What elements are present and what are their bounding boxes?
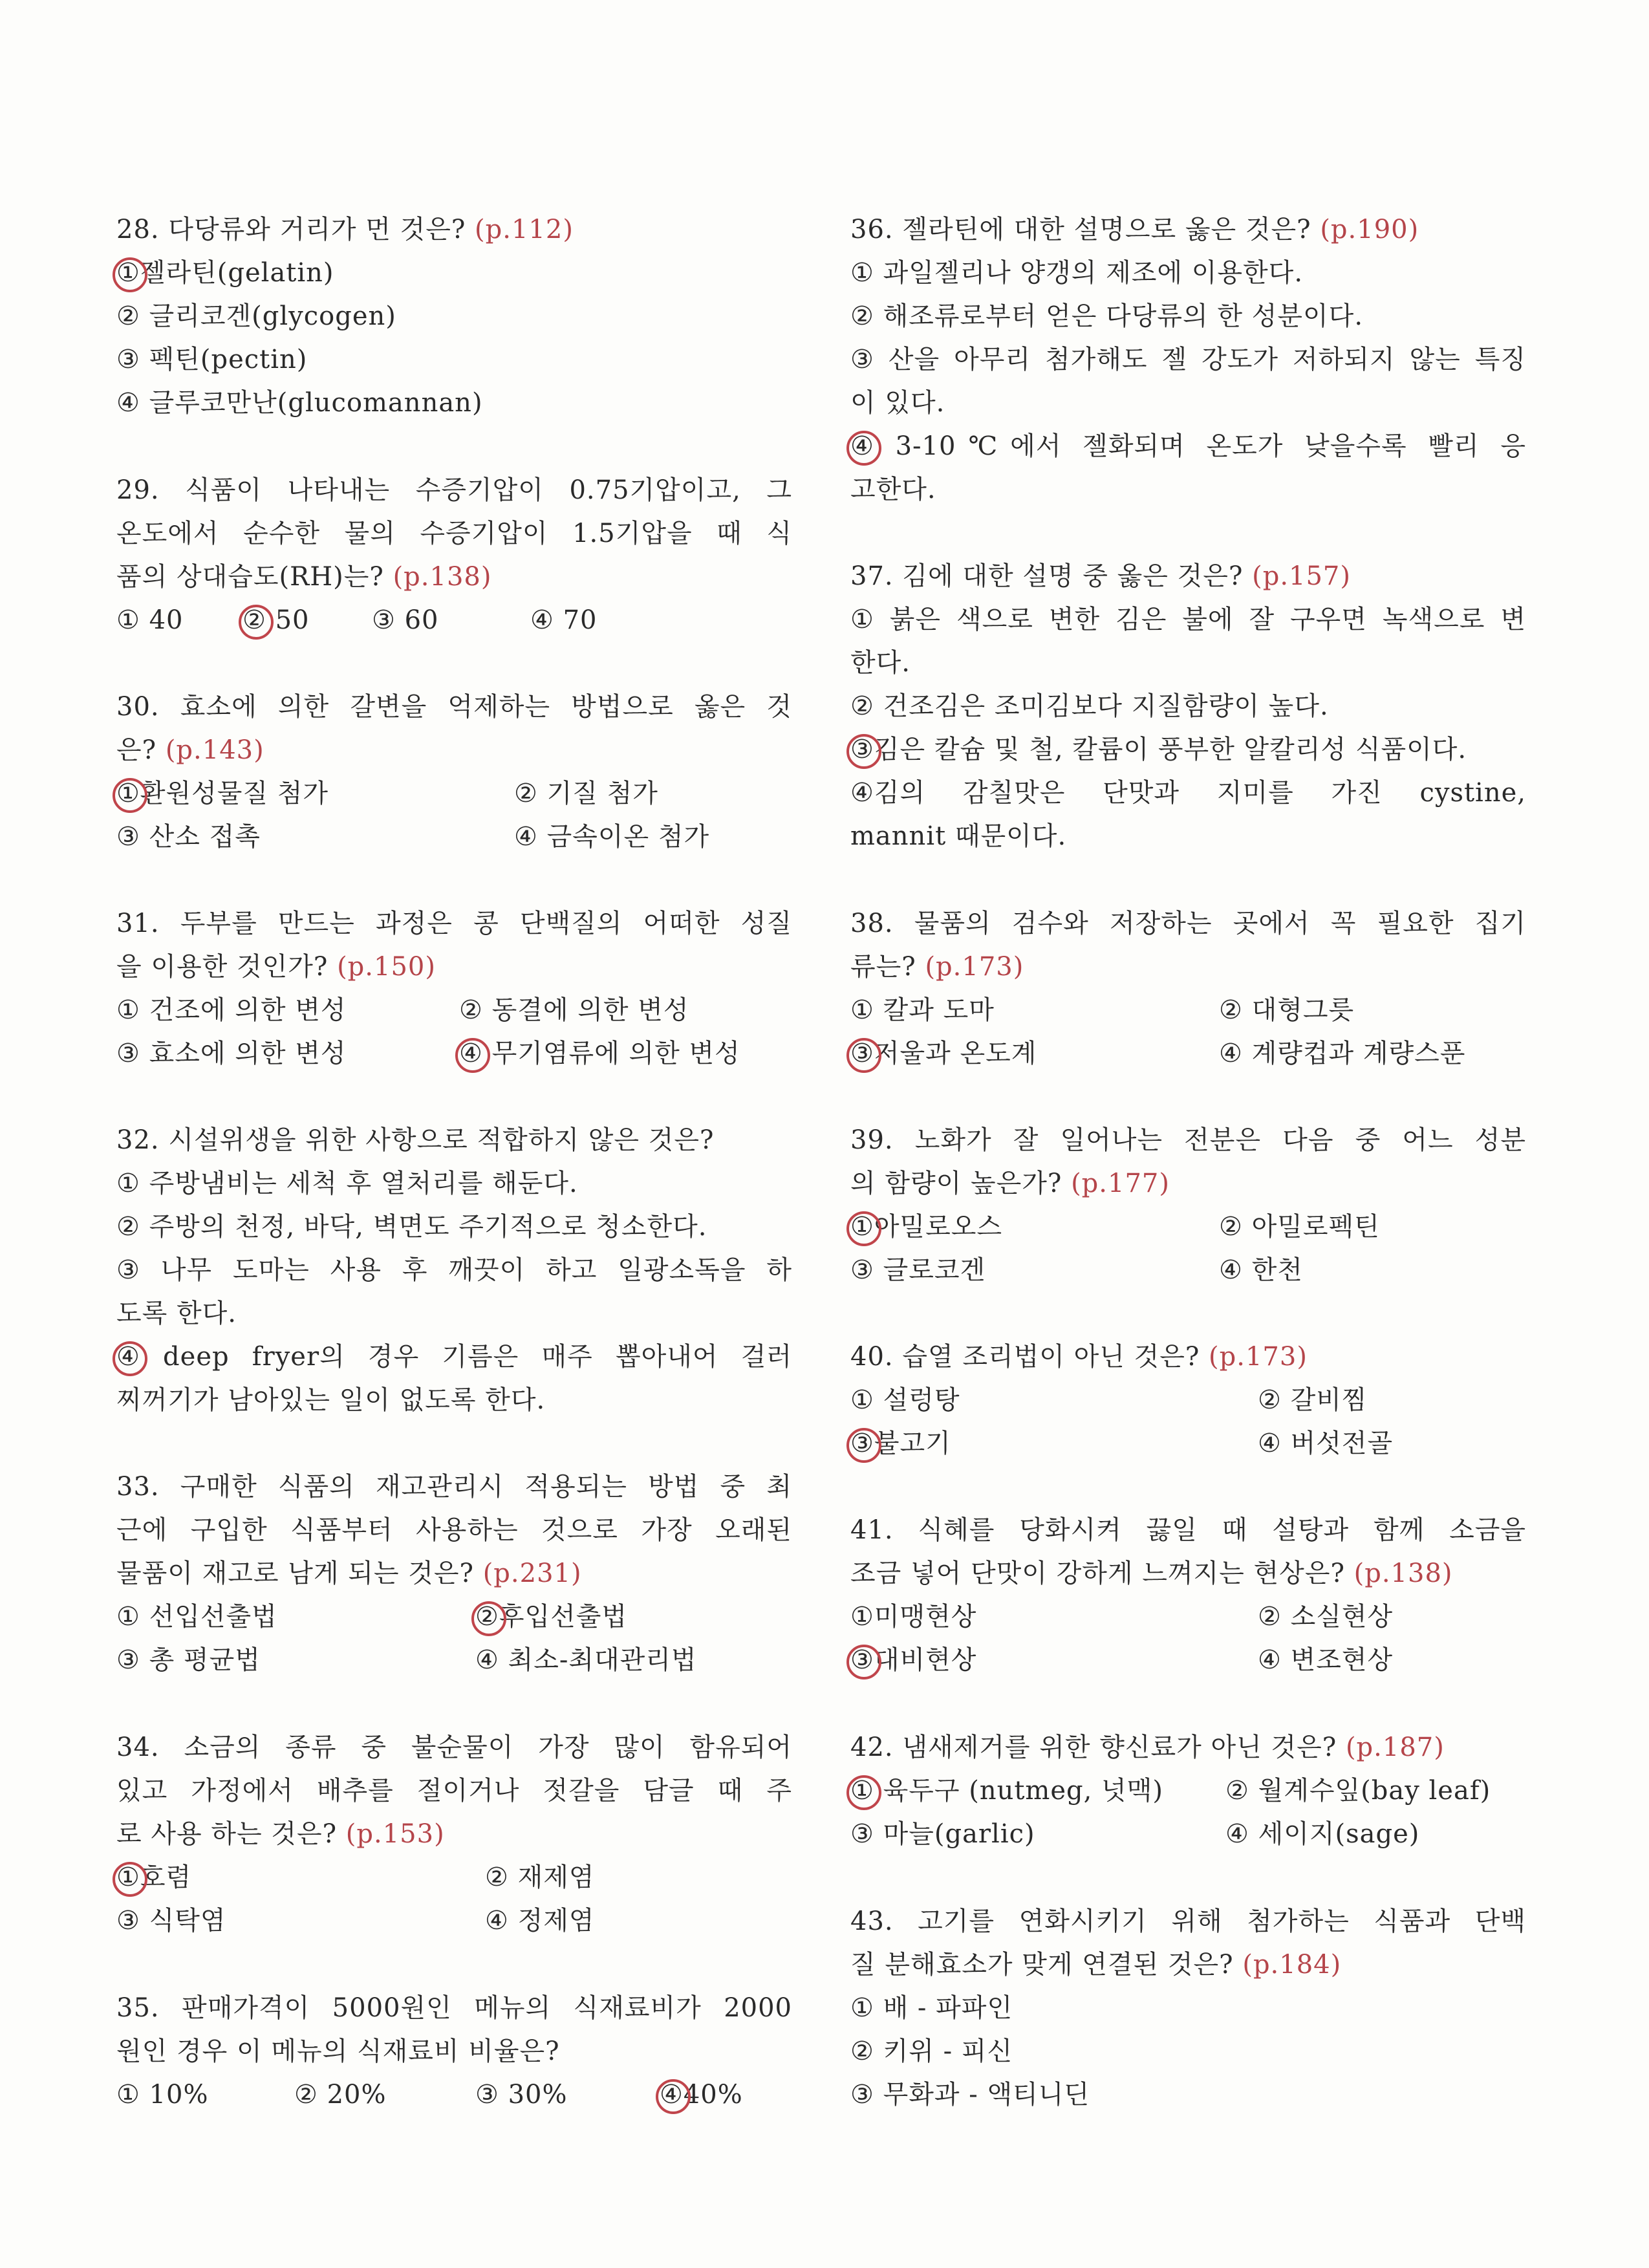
option-4[interactable]: ④김의 감칠맛은 단맛과 지미를 가진 cystine, (850, 778, 1526, 808)
option-4[interactable]: ④ 3-10℃에서 젤화되며 온도가 낮을수록 빨리 응 (850, 425, 1526, 468)
options-row (850, 1595, 1526, 1639)
option-3[interactable]: ③대비현상 (850, 1639, 976, 1682)
option-2[interactable]: ② 재제염 (485, 1863, 595, 1892)
option-4[interactable]: ④40% (660, 2073, 743, 2117)
option-2[interactable]: ② 주방의 천정, 바닥, 벽면도 주기적으로 청소한다. (116, 1212, 707, 1242)
option-1[interactable]: ① 칼과 도마 (850, 995, 995, 1025)
option-4[interactable]: ④ 변조현상 (1258, 1645, 1394, 1675)
question-text: 근에 구입한 식품부터 사용하는 것으로 가장 오래된 (116, 1515, 792, 1545)
options-row (850, 1032, 1526, 1075)
option-3[interactable]: ③저울과 온도계 (850, 1032, 1037, 1075)
options-row (116, 989, 792, 1032)
option-1[interactable]: ① 육두구 (nutmeg, 넛맥) (850, 1769, 1163, 1813)
option-1[interactable]: ① 10% (116, 2080, 209, 2110)
option-3[interactable]: ③ 나무 도마는 사용 후 깨끗이 하고 일광소독을 하 (116, 1255, 792, 1285)
option-3[interactable]: ③ 산을 아무리 첨가해도 젤 강도가 저하되지 않는 특징 (850, 345, 1526, 374)
option-1[interactable]: ① 40 (116, 605, 184, 635)
question-text: 물품이 재고로 남게 되는 것은? (p.231) (116, 1559, 582, 1588)
question-text: 28. 다당류와 거리가 먼 것은? (p.112) (116, 215, 574, 244)
option-2[interactable]: ② 대형그릇 (1219, 995, 1355, 1025)
option-2[interactable]: ② 월계수잎(bay leaf) (1225, 1776, 1491, 1806)
question-text: 34. 소금의 종류 중 불순물이 가장 많이 함유되어 (116, 1733, 792, 1762)
option-1[interactable]: ①미맹현상 (850, 1602, 977, 1632)
option-1[interactable]: ① 배 - 파파인 (850, 1993, 1013, 2023)
question-text: 온도에서 순수한 물의 수증기압이 1.5기압을 때 식 (116, 519, 792, 548)
option-3[interactable]: ③ 60 (372, 605, 439, 635)
option-1[interactable]: ①환원성물질 첨가 (116, 772, 329, 815)
question-text: 41. 식혜를 당화시켜 끓일 때 설탕과 함께 소금을 (850, 1515, 1526, 1545)
option-4-continued: mannit 때문이다. (850, 821, 1067, 851)
option-3[interactable]: ③ 마늘(garlic) (850, 1819, 1035, 1849)
option-2[interactable]: ②후입선출법 (475, 1595, 627, 1639)
options-row (850, 1205, 1526, 1249)
question-text: 품의 상대습도(RH)는? (p.138) (116, 562, 492, 592)
option-2[interactable]: ② 20% (294, 2080, 387, 2110)
option-3[interactable]: ③ 효소에 의한 변성 (116, 1039, 347, 1068)
options-row (850, 1639, 1526, 1682)
option-1[interactable]: ① 선입선출법 (116, 1602, 277, 1632)
option-4[interactable]: ④ 글루코만난(glucomannan) (116, 388, 483, 418)
option-2[interactable]: ② 기질 첨가 (514, 779, 658, 808)
question-text: 조금 넣어 단맛이 강하게 느껴지는 현상은? (p.138) (850, 1559, 1453, 1588)
option-4-continued: 찌꺼기가 남아있는 일이 없도록 한다. (116, 1385, 546, 1415)
option-2[interactable]: ② 건조김은 조미김보다 지질함량이 높다. (850, 691, 1329, 721)
options-row (850, 1422, 1526, 1465)
option-1-continued: 한다. (850, 648, 911, 678)
options-row (850, 1813, 1526, 1856)
option-4[interactable]: ④ 최소-최대관리법 (475, 1645, 697, 1675)
question-text: 38. 물품의 검수와 저장하는 곳에서 꼭 필요한 집기 (850, 909, 1526, 938)
option-4-continued: 고한다. (850, 475, 936, 504)
question-text: 33. 구매한 식품의 재고관리시 적용되는 방법 중 최 (116, 1472, 792, 1502)
question-text: 37. 김에 대한 설명 중 옳은 것은? (p.157) (850, 561, 1351, 591)
option-2[interactable]: ② 50 (242, 599, 309, 642)
question-text: 39. 노화가 잘 일어나는 전분은 다음 중 어느 성분 (850, 1125, 1526, 1155)
option-2[interactable]: ② 해조류로부터 얻은 다당류의 한 성분이다. (850, 301, 1364, 331)
question-text: 35. 판매가격이 5000원인 메뉴의 식재료비가 2000 (116, 1993, 792, 2023)
option-4[interactable]: ④ 버섯전골 (1258, 1429, 1394, 1458)
option-1[interactable]: ①호렴 (116, 1856, 191, 1899)
option-1[interactable]: ① 주방냄비는 세척 후 열처리를 해둔다. (116, 1169, 578, 1198)
options-row (116, 1856, 792, 1899)
option-1[interactable]: ① 과일젤리나 양갱의 제조에 이용한다. (850, 258, 1304, 288)
question-text: 40. 습열 조리법이 아닌 것은? (p.173) (850, 1342, 1308, 1372)
option-3-continued: 도록 한다. (116, 1299, 237, 1328)
option-3[interactable]: ③ 식탁염 (116, 1906, 226, 1936)
options-row (116, 599, 792, 642)
option-3[interactable]: ③ 글로코겐 (850, 1255, 986, 1285)
option-3[interactable]: ③ 30% (475, 2080, 568, 2110)
question-text: 원인 경우 이 메뉴의 식재료비 비율은? (116, 2036, 560, 2066)
option-3[interactable]: ③김은 칼슘 및 철, 칼륨이 풍부한 알칼리성 식품이다. (850, 728, 1467, 772)
question-text: 29. 식품이 나타내는 수증기압이 0.75기압이고, 그 (116, 475, 792, 505)
options-row (116, 1899, 792, 1943)
question-text: 32. 시설위생을 위한 사항으로 적합하지 않은 것은? (116, 1125, 715, 1155)
option-3-continued: 이 있다. (850, 388, 945, 418)
option-1[interactable]: ①젤라틴(gelatin) (116, 252, 334, 295)
option-2[interactable]: ② 아밀로펙틴 (1219, 1212, 1380, 1242)
options-row (116, 1595, 792, 1639)
option-1[interactable]: ① 붉은 색으로 변한 김은 불에 잘 구우면 녹색으로 변 (850, 605, 1526, 634)
options-row (116, 815, 792, 859)
option-3[interactable]: ③ 산소 접촉 (116, 822, 261, 852)
option-1[interactable]: ①아밀로오스 (850, 1205, 1002, 1249)
option-4[interactable]: ④ 한천 (1219, 1255, 1303, 1285)
options-row (850, 1249, 1526, 1292)
option-4[interactable]: ④ 무기염류에 의한 변성 (459, 1032, 740, 1075)
question-text: 30. 효소에 의한 갈변을 억제하는 방법으로 옳은 것 (116, 692, 792, 722)
question-text: 42. 냄새제거를 위한 향신료가 아닌 것은? (p.187) (850, 1733, 1445, 1762)
question-text: 36. 젤라틴에 대한 설명으로 옳은 것은? (p.190) (850, 215, 1419, 244)
option-2[interactable]: ② 키위 - 피신 (850, 2036, 1013, 2066)
options-row (850, 1769, 1526, 1813)
option-4[interactable]: ④ deep fryer의 경우 기름은 매주 뽑아내어 걸러 (116, 1335, 792, 1379)
question-text: 은? (p.143) (116, 735, 264, 765)
option-4[interactable]: ④ 금속이온 첨가 (514, 822, 710, 852)
question-text: 을 이용한 것인가? (p.150) (116, 952, 436, 982)
options-row (116, 1032, 792, 1075)
option-4[interactable]: ④ 정제염 (485, 1906, 595, 1936)
question-text: 질 분해효소가 맞게 연결된 것은? (p.184) (850, 1950, 1342, 1980)
option-1[interactable]: ① 건조에 의한 변성 (116, 995, 347, 1025)
option-4[interactable]: ④ 계량컵과 계량스푼 (1219, 1039, 1466, 1068)
question-text: 31. 두부를 만드는 과정은 콩 단백질의 어떠한 성질 (116, 909, 792, 938)
options-row (850, 989, 1526, 1032)
option-3[interactable]: ③ 무화과 - 액티니딘 (850, 2080, 1090, 2110)
option-2[interactable]: ② 동결에 의한 변성 (459, 995, 689, 1025)
question-text: 의 함량이 높은가? (p.177) (850, 1169, 1170, 1198)
option-4[interactable]: ④ 세이지(sage) (1225, 1819, 1420, 1849)
option-4[interactable]: ④ 70 (530, 605, 598, 635)
question-text: 로 사용 하는 것은? (p.153) (116, 1819, 445, 1849)
question-text: 43. 고기를 연화시키기 위해 첨가하는 식품과 단백 (850, 1906, 1526, 1936)
question-text: 류는? (p.173) (850, 952, 1024, 982)
option-3[interactable]: ③ 펙틴(pectin) (116, 345, 308, 374)
option-2[interactable]: ② 소실현상 (1258, 1602, 1394, 1632)
question-text: 있고 가정에서 배추를 절이거나 젓갈을 담글 때 주 (116, 1776, 792, 1806)
options-row (116, 1639, 792, 1682)
option-3[interactable]: ③불고기 (850, 1422, 951, 1465)
option-2[interactable]: ② 갈비찜 (1258, 1385, 1368, 1415)
options-row (850, 1379, 1526, 1422)
option-2[interactable]: ② 글리코겐(glycogen) (116, 301, 396, 331)
options-row (116, 772, 792, 815)
option-3[interactable]: ③ 총 평균법 (116, 1645, 261, 1675)
option-1[interactable]: ① 설렁탕 (850, 1385, 960, 1415)
options-row (116, 2073, 792, 2117)
